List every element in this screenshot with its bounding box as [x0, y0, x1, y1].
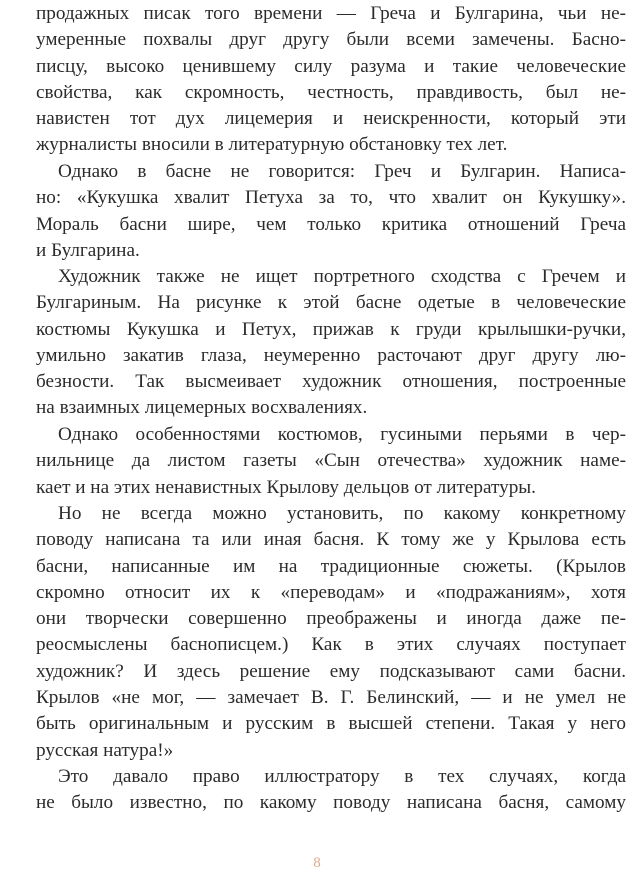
text-line: Художник также не ищет портретного сходства с Гречем и [58, 266, 626, 287]
paragraph [36, 159, 626, 264]
text-line: безности. Так высмеивает художник отношения, построенные [36, 371, 626, 393]
text-line: Это давало право иллюстратору в тех случаях, когда [58, 766, 626, 787]
text-line: навистен тот дух лицемерия и неискренности, который эти [36, 108, 626, 130]
paragraph [36, 422, 626, 501]
text-line: журналисты вносили в литературную обстановку тех лет. [36, 134, 508, 156]
text-line: художник? И здесь решение ему подсказывают сами басни. [36, 660, 626, 682]
text-line: Но не всегда можно установить, по какому конкретному [58, 503, 626, 524]
text-line: быть оригинальным и русским в высшей степени. Такая у него [36, 713, 626, 735]
page-number: 8 [313, 855, 321, 871]
text-line: умильно закатив глаза, неумеренно расточают друг другу лю- [36, 344, 626, 366]
text-line: не было известно, по какому поводу написана басня, самому [36, 792, 626, 814]
text-line: скромно относит их к «переводам» и «подражаниям», хотя [36, 581, 626, 603]
text-line: нильнице да листом газеты «Сын отечества» художник наме- [36, 450, 626, 472]
paragraph [36, 764, 626, 817]
text-line: реосмыслены баснописцем.) Как в этих случаях поступает [36, 634, 626, 656]
paragraph [36, 264, 626, 422]
text-line: но: «Кукушка хвалит Петуха за то, что хвалит он Кукушку». [36, 187, 626, 209]
text-line: Крылов «не мог, — замечает В. Г. Белинский, — и не умел не [36, 687, 626, 709]
text-line: поводу написана та или иная басня. К тому же у Крылова есть [36, 529, 626, 551]
text-line: продажных писак того времени — Греча и Булгарина, чьи не- [36, 3, 626, 24]
text-line: русская натура!» [36, 739, 174, 761]
text-line: они творчески совершенно преображены и иногда даже пе- [36, 608, 626, 630]
text-line: Булгариным. На рисунке к этой басне одетые в человеческие [36, 292, 626, 314]
paragraph [36, 501, 626, 764]
text-line: Мораль басни шире, чем только критика отношений Греча [36, 213, 626, 235]
text-line: басни, написанные им на традиционные сюжеты. (Крылов [36, 555, 626, 577]
text-line: на взаимных лицемерных восхвалениях. [36, 397, 368, 419]
text-line: свойства, как скромность, честность, правдивость, был не- [36, 81, 626, 103]
text-line: умеренные похвалы друг другу были всеми замечены. Басно- [36, 29, 626, 51]
paragraph [36, 1, 626, 159]
text-line: писцу, высоко ценившему силу разума и такие человеческие [36, 55, 626, 77]
text-line: кает и на этих ненавистных Крылову дельцов от литературы. [36, 476, 536, 498]
text-line: костюмы Кукушка и Петух, прижав к груди крылышки-ручки, [36, 318, 626, 340]
text-line: Однако особенностями костюмов, гусиными перьями в чер- [58, 424, 626, 445]
text-line: и Булгарина. [36, 239, 140, 261]
text-line: Однако в басне не говорится: Греч и Булгарин. Написа- [58, 161, 626, 182]
